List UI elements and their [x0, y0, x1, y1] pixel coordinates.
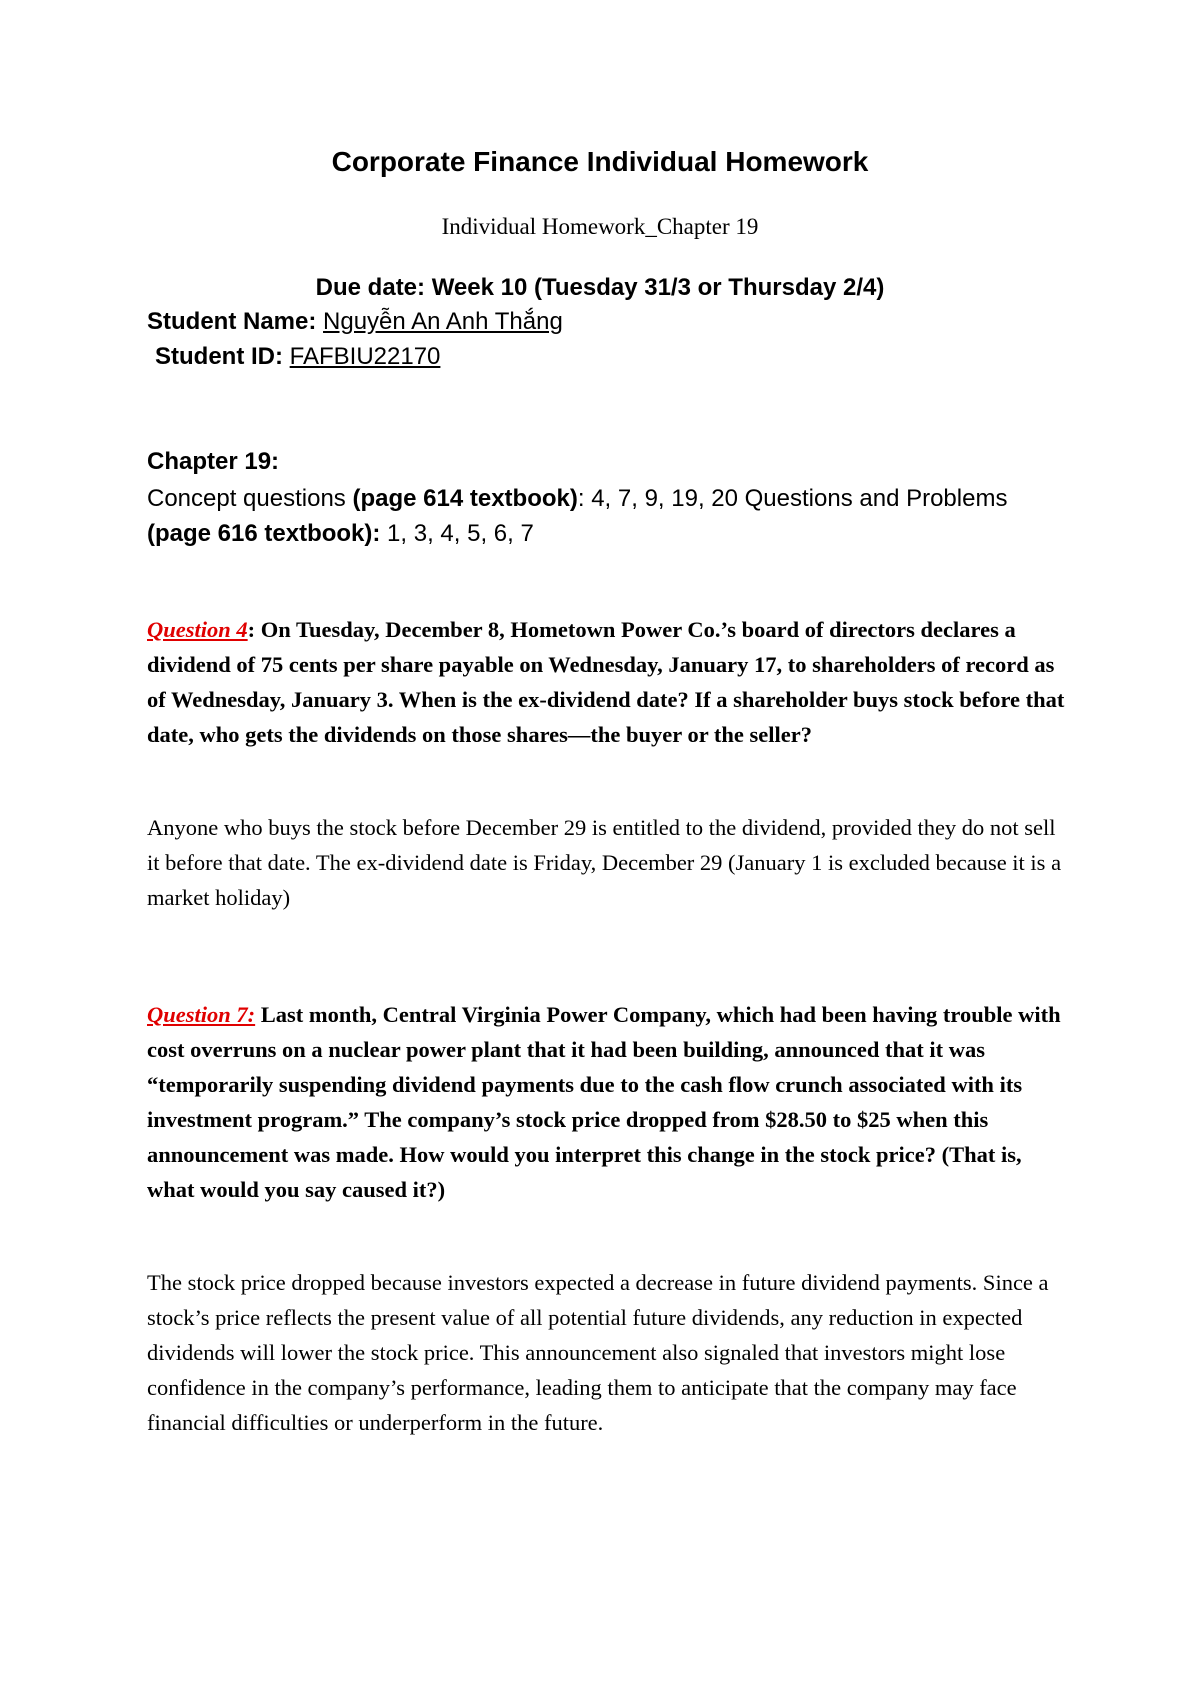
- student-name-label: Student Name:: [147, 308, 317, 335]
- question-7-text: Last month, Central Virginia Power Company, which had been having trouble with cost overruns on a nuclear power plant that it had been building, announced that it was “temporarily suspending dividend payments due to the cash flow crunch associated with its investment program.” The company’s stock price dropped from $28.50 to $25 when this announcement was made. How would you interpret this change in the stock price? (That is, what would you say caused it?): [147, 1002, 1061, 1202]
- document-subtitle: Individual Homework_Chapter 19: [441, 214, 759, 239]
- document-title: Corporate Finance Individual Homework: [331, 146, 869, 177]
- assignment-list: [147, 481, 1027, 551]
- answer-4: Anyone who buys the stock before December 29 is entitled to the dividend, provided they do not sell it before that date. The ex-dividend date is Friday, December 29 (January 1 is excluded because it is a market holiday): [147, 815, 1062, 910]
- concept-prefix: Concept questions: [147, 485, 353, 512]
- student-id-value: FAFBIU22170: [289, 343, 441, 370]
- question-7: [147, 997, 1067, 1207]
- student-id-label: Student ID:: [155, 343, 283, 370]
- chapter-heading: Chapter 19:: [147, 448, 280, 475]
- question-4-separator: :: [247, 617, 261, 642]
- student-name-value: Nguyễn An Anh Thắng: [323, 308, 563, 335]
- due-date: Due date: Week 10 (Tuesday 31/3 or Thursday 2/4): [315, 274, 885, 301]
- problems-page: (page 616 textbook):: [147, 520, 381, 547]
- question-7-label: Question 7:: [147, 1002, 256, 1027]
- concept-list: : 4, 7, 9, 19, 20 Questions and Problems: [577, 485, 1008, 512]
- question-4-label: Question 4: [147, 617, 248, 642]
- concept-page: (page 614 textbook): [352, 485, 578, 512]
- answer-7: The stock price dropped because investors expected a decrease in future dividend payments. Since a stock’s price reflects the present value of all potential future dividends, any reduction in expected dividends will lower the stock price. This announcement also signaled that investors might lose confidence in the company’s performance, leading them to anticipate that the company may face financial difficulties or underperform in the future.: [147, 1270, 1049, 1435]
- question-4: [147, 612, 1067, 752]
- problems-list: 1, 3, 4, 5, 6, 7: [380, 520, 534, 547]
- question-4-text: On Tuesday, December 8, Hometown Power Co.’s board of directors declares a dividend of 75 cents per share payable on Wednesday, January 17, to shareholders of record as of Wednesday, January 3. When is the ex-dividend date? If a shareholder buys stock before that date, who gets the dividends on those shares—the buyer or the seller?: [147, 617, 1065, 747]
- student-id-line: [155, 343, 440, 371]
- student-name-line: [147, 308, 563, 336]
